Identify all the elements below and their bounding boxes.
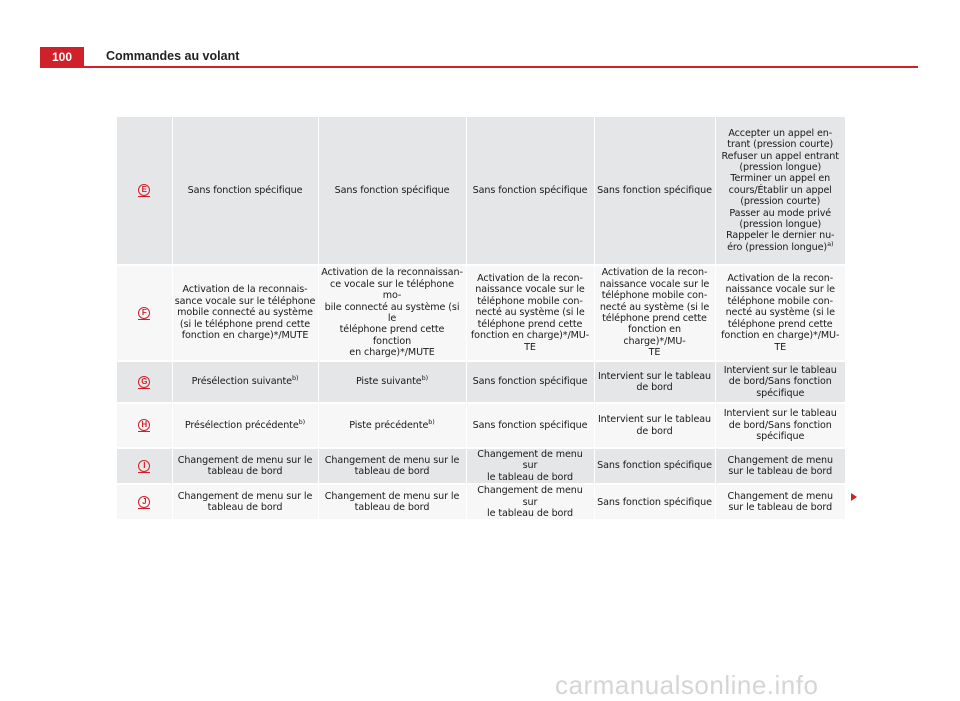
cell-text: Activation de la recon- naissance vocale sur le téléphone mobile con- necté au système (si le téléphone prend cette fonction en charge)*/MU- TE (599, 267, 710, 359)
key-badge: I (138, 460, 150, 472)
footnote-marker: b) (291, 374, 299, 383)
table-cell (466, 448, 594, 484)
table-cell (172, 361, 318, 403)
table-cell (594, 484, 715, 520)
table-cell (715, 403, 845, 448)
table-cell (466, 403, 594, 448)
table-cell (466, 361, 594, 403)
table-cell (172, 448, 318, 484)
key-badge: G (138, 376, 150, 388)
row-key-cell (117, 403, 172, 448)
cell-text: Accepter un appel en- trant (pression courte) Refuser un appel entrant (pression longue) Terminer un appel en cours/Établir un appel (pression courte) Passer au mode privé (pression longue) Rappeler le dernier nu- éro (pression longue) (721, 127, 839, 253)
row-key-cell (117, 484, 172, 520)
key-badge: H (138, 419, 150, 431)
table-cell (172, 403, 318, 448)
table-row (117, 117, 845, 265)
cell-text: Changement de menu sur le tableau de bord (727, 490, 834, 514)
key-badge: F (138, 307, 150, 319)
cell-text: Sans fonction spécifique (597, 496, 712, 508)
table-cell (594, 448, 715, 484)
cell-text: Changement de menu sur le tableau de bord (727, 454, 834, 478)
key-badge: J (138, 496, 150, 508)
row-key-cell (117, 117, 172, 265)
cell-text: Intervient sur le tableau de bord (597, 414, 712, 437)
table-cell (594, 361, 715, 403)
table-cell (715, 448, 845, 484)
cell-text: Activation de la recon- naissance vocale sur le téléphone mobile con- necté au système (si le téléphone prend cette fonction en charge)*/MU- TE (470, 273, 590, 353)
table-row (117, 484, 845, 520)
cell-text: Changement de menu sur le tableau de bord (477, 485, 583, 520)
footnote-marker: b) (298, 417, 306, 426)
footnote-marker: b) (428, 417, 435, 426)
table-row (117, 265, 845, 361)
row-key-cell (117, 448, 172, 484)
table-cell (172, 117, 318, 265)
table-cell (594, 117, 715, 265)
table-cell (466, 117, 594, 265)
footnote-marker: a) (827, 239, 834, 248)
table-cell (318, 484, 466, 520)
cell-text: Intervient sur le tableau de bord/Sans fonction spécifique (723, 364, 837, 399)
table-cell (318, 448, 466, 484)
cell-text: Sans fonction spécifique (597, 460, 712, 472)
cell-text: Changement de menu sur le tableau de bord (324, 454, 460, 478)
table-cell (715, 265, 845, 361)
row-key-cell (117, 265, 172, 361)
table-cell (318, 117, 466, 265)
cell-text: Piste précédente (349, 419, 429, 431)
cell-text: Activation de la reconnais- sance vocale sur le téléphone mobile connecté au système (si le téléphone prend cette fonction en charge)*/MUTE (174, 284, 316, 342)
cell-text: Présélection précédente (184, 419, 299, 431)
cell-text: Intervient sur le tableau de bord (597, 370, 712, 393)
cell-text: Activation de la recon- naissance vocale sur le téléphone mobile con- necté au système (si le téléphone prend cette fonction en charge)*/MU- TE (721, 273, 840, 353)
table-cell (715, 117, 845, 265)
watermark: carmanualsonline.info (555, 670, 819, 700)
key-badge: E (138, 184, 150, 196)
table-row (117, 403, 845, 448)
cell-text: Piste suivante (355, 376, 422, 388)
table-cell (594, 265, 715, 361)
cell-text: Activation de la reconnaissan- ce vocale sur le téléphone mo- bile connecté au système (si le téléphone prend cette fonction en charge)*/MUTE (321, 267, 463, 359)
cell-text: Sans fonction spécifique (187, 184, 303, 196)
cell-text: Présélection suivante (191, 376, 292, 388)
page-title: Commandes au volant (106, 49, 240, 63)
table-row (117, 448, 845, 484)
table-cell (318, 361, 466, 403)
row-key-cell (117, 361, 172, 403)
table-cell (715, 361, 845, 403)
cell-text: Sans fonction spécifique (597, 184, 712, 196)
cell-text: Sans fonction spécifique (472, 419, 588, 431)
table-cell (715, 484, 845, 520)
cell-text: Changement de menu sur le tableau de bord (177, 454, 313, 478)
table-row (117, 361, 845, 403)
table-cell (318, 403, 466, 448)
cell-text: Changement de menu sur le tableau de bord (177, 490, 313, 514)
table-cell (466, 265, 594, 361)
cell-text: Sans fonction spécifique (334, 184, 450, 196)
cell-text: Changement de menu sur le tableau de bord (324, 490, 460, 514)
page-number: 100 (40, 47, 84, 67)
cell-text: Intervient sur le tableau de bord/Sans fonction spécifique (723, 408, 837, 443)
table-cell (594, 403, 715, 448)
header-rule (40, 66, 918, 68)
cell-text: Sans fonction spécifique (472, 184, 588, 196)
table-cell (172, 265, 318, 361)
cell-text: Sans fonction spécifique (472, 376, 588, 388)
cell-text: Changement de menu sur le tableau de bord (477, 449, 583, 483)
footnote-marker: b) (421, 374, 429, 383)
continue-arrow-icon (851, 493, 857, 501)
table-cell (318, 265, 466, 361)
table-cell (466, 484, 594, 520)
table-cell (172, 484, 318, 520)
controls-table (117, 117, 845, 521)
